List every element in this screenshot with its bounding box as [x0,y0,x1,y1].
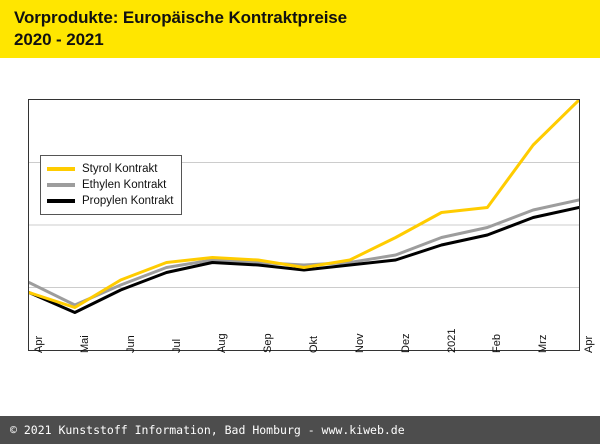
copyright-text: © 2021 Kunststoff Information, Bad Homburg - www.kiweb.de [10,423,405,437]
legend-item[interactable] [47,177,173,193]
series-line [29,200,579,305]
chart-body [0,58,600,416]
x-axis-tick-label: Jun [124,335,137,353]
chart-legend [40,155,182,215]
legend-color-swatch [47,183,75,187]
plot-area [28,99,580,351]
legend-label: Styrol Kontrakt [82,163,158,175]
x-axis-tick-label: Feb [491,334,504,353]
x-axis-tick-label: 2021 [445,328,458,353]
x-axis-tick-label: Apr [583,335,595,353]
header-banner [0,0,600,58]
chart-title-line2: 2020 - 2021 [14,30,104,49]
x-axis-tick-label: Nov [353,333,366,353]
x-axis-tick-label: Apr [33,335,45,353]
footer-bar [0,416,600,444]
x-axis-tick-label: Okt [308,335,320,353]
legend-item[interactable] [47,193,173,209]
chart-title-line1: Vorprodukte: Europäische Kontraktpreise [14,8,348,27]
x-axis-tick-label: Dez [399,333,412,353]
legend-label: Ethylen Kontrakt [82,179,167,191]
legend-color-swatch [47,199,75,203]
legend-label: Propylen Kontrakt [82,195,174,207]
x-axis-tick-label: Mrz [537,334,550,353]
x-axis-tick-label: Sep [262,333,275,353]
legend-item[interactable] [47,161,173,177]
legend-color-swatch [47,167,75,171]
plot-svg [29,100,579,350]
x-axis-tick-label: Aug [216,333,229,353]
x-axis-labels [28,328,595,413]
x-axis-tick-label: Jul [170,338,183,353]
x-axis-tick-label: Mai [78,335,91,353]
